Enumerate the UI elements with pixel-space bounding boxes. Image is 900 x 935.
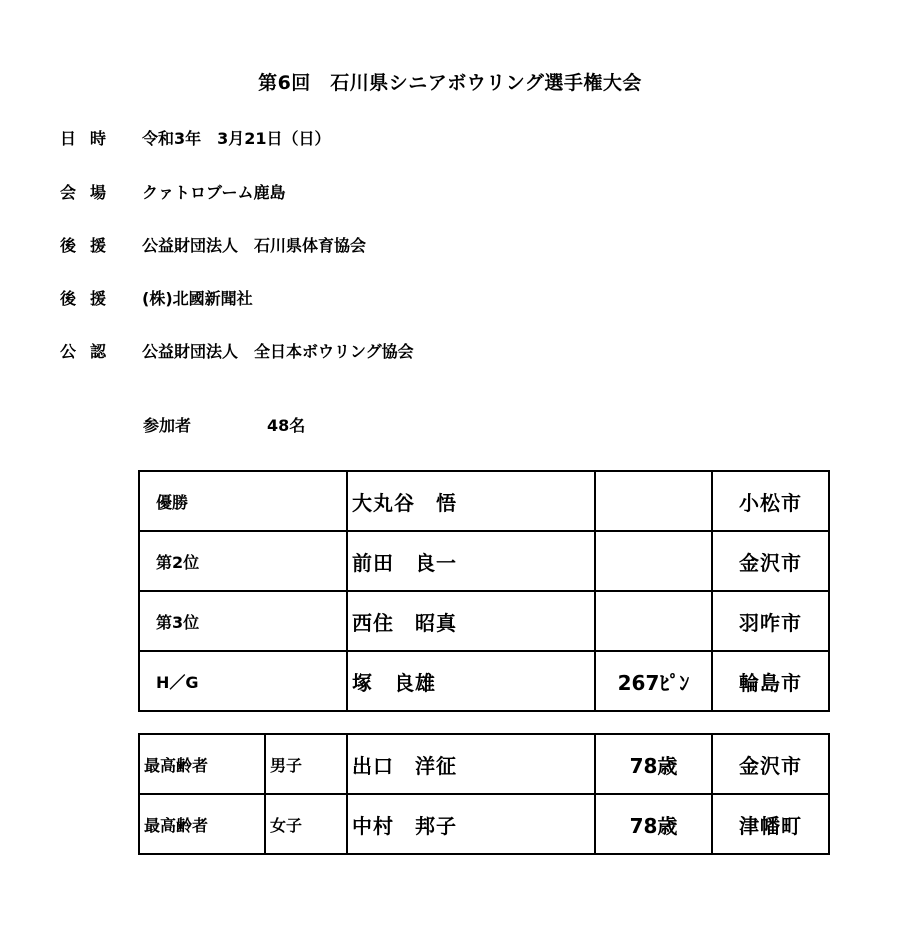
age-cell: 78歳 bbox=[595, 794, 712, 854]
document-title: 第6回 石川県シニアボウリング選手権大会 bbox=[258, 72, 642, 94]
name-cell: 大丸谷 悟 bbox=[347, 471, 595, 531]
info-label: 日時 bbox=[60, 129, 121, 148]
table-row bbox=[139, 531, 829, 591]
info-value: 公益財団法人 全日本ボウリング協会 bbox=[142, 342, 414, 361]
table-row bbox=[139, 591, 829, 651]
info-label: 後援 bbox=[60, 289, 121, 308]
category-cell: 最高齢者 bbox=[139, 734, 265, 794]
info-value: 令和3年 3月21日（日） bbox=[142, 129, 331, 148]
info-label: 公認 bbox=[60, 342, 121, 361]
info-label: 後援 bbox=[60, 236, 121, 255]
participants-count: 48名 bbox=[267, 416, 306, 435]
winners-table bbox=[138, 470, 830, 712]
rank-cell: 優勝 bbox=[139, 471, 347, 531]
rank-cell: 第2位 bbox=[139, 531, 347, 591]
city-cell: 羽咋市 bbox=[712, 591, 829, 651]
table-row bbox=[139, 794, 829, 854]
oldest-table bbox=[138, 733, 830, 855]
info-value: (株)北國新聞社 bbox=[142, 289, 253, 308]
table-row bbox=[139, 651, 829, 711]
age-cell: 78歳 bbox=[595, 734, 712, 794]
city-cell: 小松市 bbox=[712, 471, 829, 531]
score-cell: 267ﾋﾟﾝ bbox=[595, 651, 712, 711]
name-cell: 前田 良一 bbox=[347, 531, 595, 591]
city-cell: 金沢市 bbox=[712, 531, 829, 591]
info-value: 公益財団法人 石川県体育協会 bbox=[142, 236, 367, 255]
city-cell: 金沢市 bbox=[712, 734, 829, 794]
name-cell: 西住 昭真 bbox=[347, 591, 595, 651]
name-cell: 中村 邦子 bbox=[347, 794, 595, 854]
table-row bbox=[139, 734, 829, 794]
gender-cell: 女子 bbox=[265, 794, 347, 854]
participants-label: 参加者 bbox=[143, 416, 192, 435]
category-cell: 最高齢者 bbox=[139, 794, 265, 854]
info-value: クァトロブーム鹿島 bbox=[142, 183, 286, 202]
name-cell: 塚 良雄 bbox=[347, 651, 595, 711]
score-cell bbox=[595, 471, 712, 531]
city-cell: 輪島市 bbox=[712, 651, 829, 711]
name-cell: 出口 洋征 bbox=[347, 734, 595, 794]
city-cell: 津幡町 bbox=[712, 794, 829, 854]
score-cell bbox=[595, 591, 712, 651]
participants bbox=[143, 413, 306, 436]
gender-cell: 男子 bbox=[265, 734, 347, 794]
rank-cell: H／G bbox=[139, 651, 347, 711]
score-cell bbox=[595, 531, 712, 591]
info-label: 会場 bbox=[60, 183, 121, 202]
table-row bbox=[139, 471, 829, 531]
rank-cell: 第3位 bbox=[139, 591, 347, 651]
